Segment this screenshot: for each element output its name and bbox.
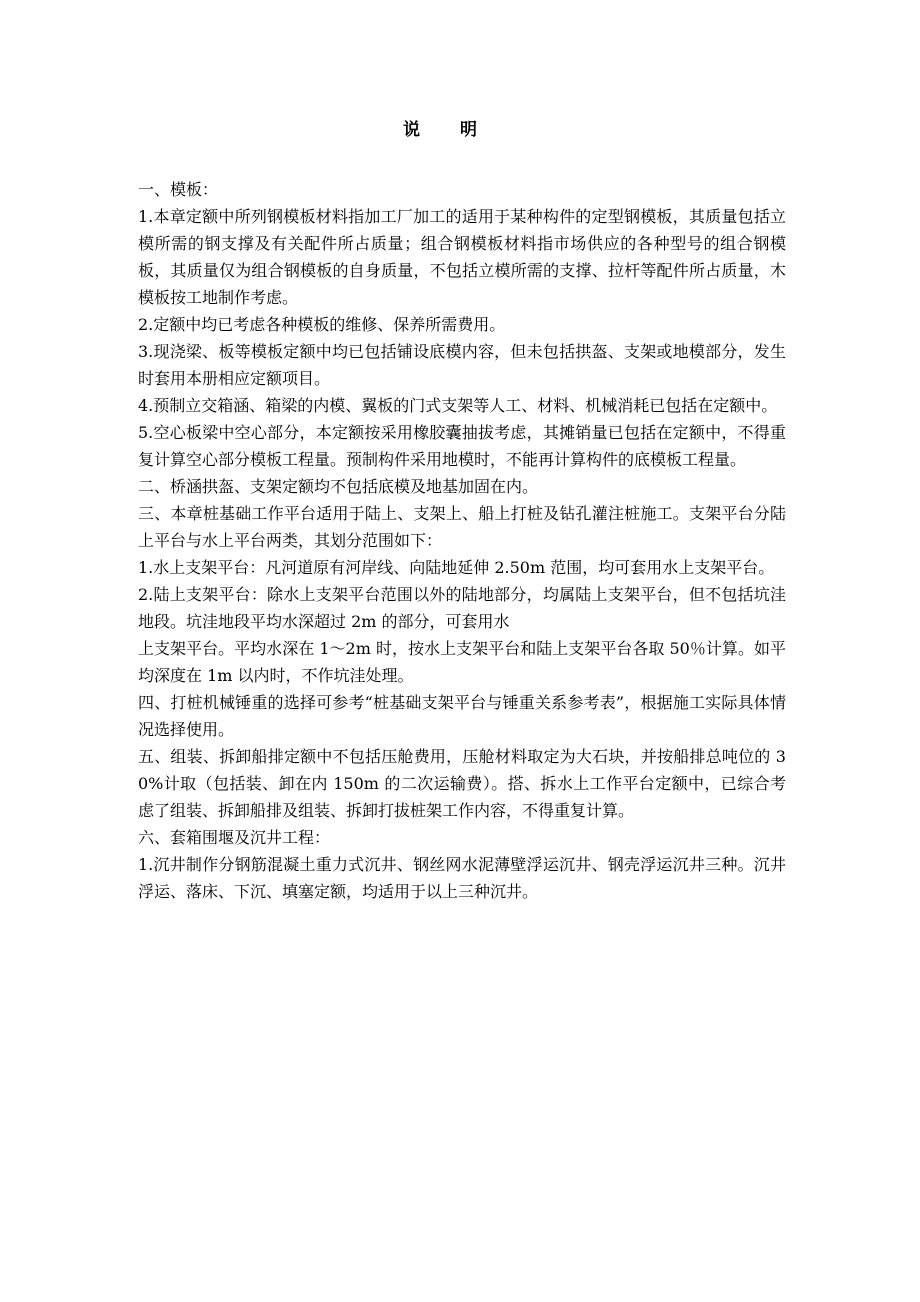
paragraph: 4.预制立交箱涵、箱梁的内模、翼板的门式支架等人工、材料、机械消耗已包括在定额中。: [138, 396, 778, 415]
section-heading-hammer-weight: 四、打桩机械锤重的选择可参考“桩基础支架平台与锤重关系参考表”，根据施工实际具体情况选择使用。: [138, 693, 786, 739]
paragraph: 3.现浇梁、板等模板定额中均已包括铺设底模内容，但未包括拱盔、支架或地模部分，发生时套用本册相应定额项目。: [138, 342, 786, 388]
paragraph: 1.水上支架平台：凡河道原有河岸线、向陆地延伸 2.50m 范围，均可套用水上支架平台。: [138, 558, 775, 577]
paragraph: 1.本章定额中所列钢模板材料指加工厂加工的适用于某种构件的定型钢模板，其质量包括立模所需的钢支撑及有关配件所占质量；组合钢模板材料指市场供应的各种型号的组合钢模板，其质量仅为组合钢模板的自身质量，不包括立模所需的支撑、拉杆等配件所占质量，木模板按工地制作考虑。: [138, 207, 786, 307]
section-heading-cofferdam-caisson: 六、套箱围堰及沉井工程：: [138, 828, 331, 847]
paragraph: 5.空心板梁中空心部分，本定额按采用橡胶囊抽拔考虑，其摊销量已包括在定额中，不得重复计算空心部分模板工程量。预制构件采用地模时，不能再计算构件的底模板工程量。: [138, 423, 786, 469]
section-heading-pile-platform: 三、本章桩基础工作平台适用于陆上、支架上、船上打桩及钻孔灌注桩施工。支架平台分陆上平台与水上平台两类，其划分范围如下：: [138, 504, 786, 550]
section-heading-formwork: 一、模板：: [138, 180, 219, 199]
page-title: 说明: [403, 120, 517, 140]
paragraph: 2.陆上支架平台：除水上支架平台范围以外的陆地部分，均属陆上支架平台，但不包括坑洼地段。坑洼地段平均水深超过 2m 的部分，可套用水: [138, 585, 786, 631]
section-heading-arch-support: 二、桥涵拱盔、支架定额均不包括底模及地基加固在内。: [138, 477, 539, 496]
paragraph: 2.定额中均已考虑各种模板的维修、保养所需费用。: [138, 315, 506, 334]
paragraph: 上支架平台。平均水深在 1～2m 时，按水上支架平台和陆上支架平台各取 50％计算。如平均深度在 1m 以内时，不作坑洼处理。: [138, 639, 786, 685]
paragraph: 1.沉井制作分钢筋混凝土重力式沉井、钢丝网水泥薄壁浮运沉井、钢壳浮运沉井三种。沉井浮运、落床、下沉、填塞定额，均适用于以上三种沉井。: [138, 855, 786, 901]
document-body: [138, 176, 786, 905]
section-heading-raft-assembly: 五、组装、拆卸船排定额中不包括压舱费用，压舱材料取定为大石块，并按船排总吨位的 30%计取（包括装、卸在内 150m 的二次运输费）。搭、拆水上工作平台定额中，已综合考虑了组装、拆卸船排及组装、拆卸打拔桩架工作内容，不得重复计算。: [138, 747, 786, 820]
